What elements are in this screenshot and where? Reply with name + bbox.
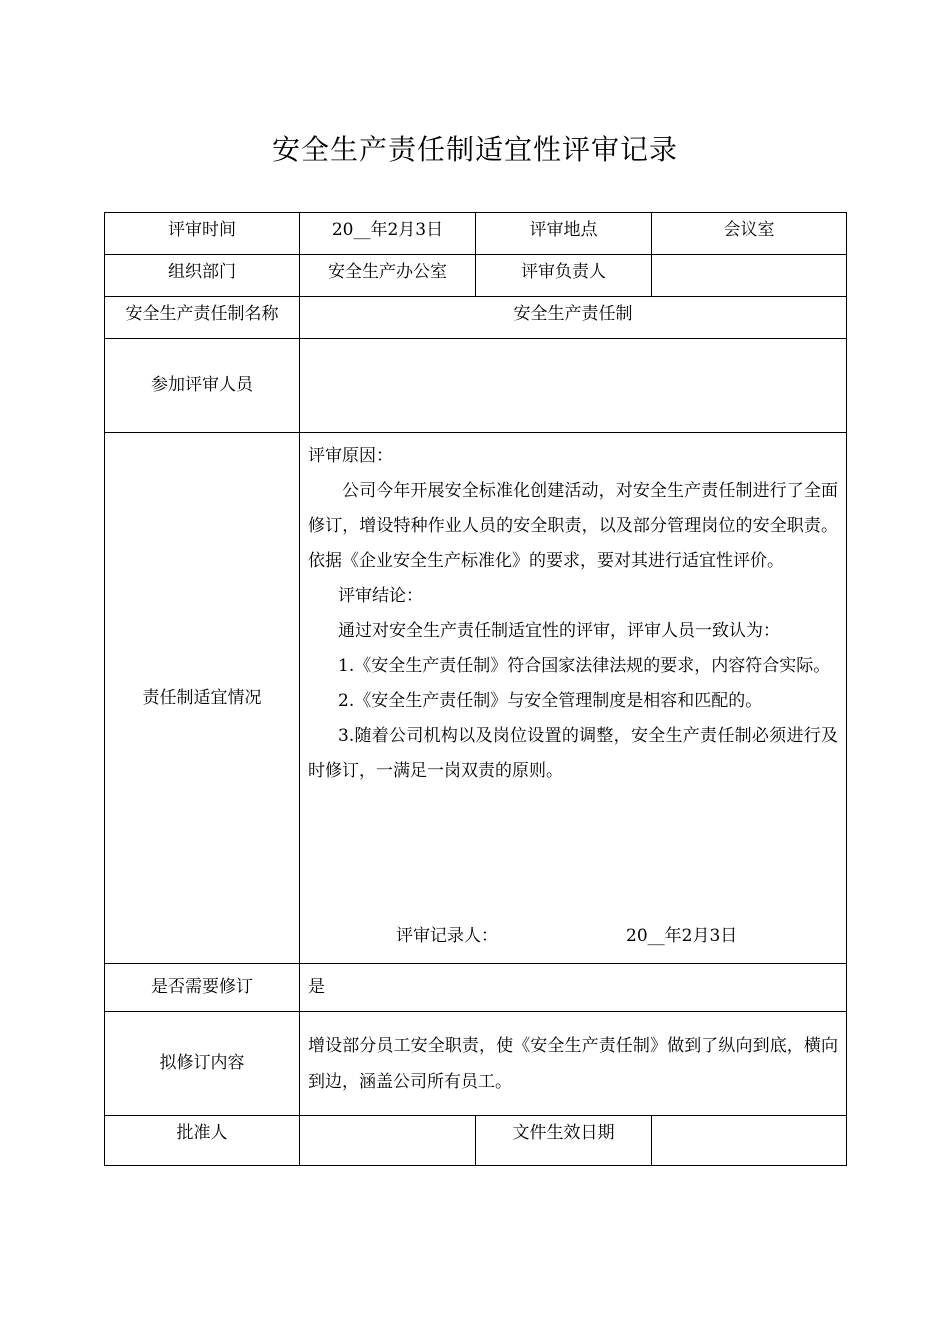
review-time-value: 20__年2月3日	[300, 213, 476, 255]
conclusion-item-1: 1.《安全生产责任制》符合国家法律法规的要求，内容符合实际。	[338, 656, 831, 676]
review-lead-value	[652, 255, 847, 297]
conclusion-intro: 通过对安全生产责任制适宜性的评审，评审人员一致认为：	[338, 621, 780, 641]
document-title: 安全生产责任制适宜性评审记录	[271, 133, 678, 166]
participants-value	[300, 339, 847, 433]
review-time-label: 评审时间	[105, 213, 300, 255]
revise-content-label: 拟修订内容	[105, 1012, 300, 1116]
need-revise-label: 是否需要修订	[105, 964, 300, 1012]
org-dept-label: 组织部门	[105, 255, 300, 297]
recorder-line	[300, 925, 846, 955]
conclusion-item-2: 2.《安全生产责任制》与安全管理制度是相容和匹配的。	[338, 691, 763, 711]
review-lead-label: 评审负责人	[476, 255, 652, 297]
approver-value	[300, 1116, 476, 1166]
reason-text: 公司今年开展安全标准化创建活动，对安全生产责任制进行了全面修订，增设特种作业人员的安全职责，以及部分管理岗位的安全职责。依据《企业安全生产标准化》的要求，要对其进行适宜性评价。	[308, 481, 838, 571]
row-need-revise	[105, 964, 847, 1012]
system-name-value: 安全生产责任制	[300, 297, 847, 339]
conclusion-heading: 评审结论：	[338, 586, 423, 606]
review-record-table	[104, 212, 847, 1166]
revise-content-cell	[300, 1012, 847, 1116]
review-place-label: 评审地点	[476, 213, 652, 255]
effective-date-label: 文件生效日期	[476, 1116, 652, 1166]
review-place-value: 会议室	[652, 213, 847, 255]
row-revise-content	[105, 1012, 847, 1116]
row-approver	[105, 1116, 847, 1166]
effective-date-value	[652, 1116, 847, 1166]
suitability-label: 责任制适宜情况	[105, 433, 300, 964]
revise-content-value: 增设部分员工安全职责，使《安全生产责任制》做到了纵向到底，横向到边，涵盖公司所有员工。	[308, 1035, 838, 1092]
row-suitability	[105, 433, 847, 964]
row-review-time	[105, 213, 847, 255]
row-participants	[105, 339, 847, 433]
reason-heading: 评审原因：	[308, 446, 393, 466]
suitability-content	[300, 433, 847, 964]
org-dept-value: 安全生产办公室	[300, 255, 476, 297]
system-name-label: 安全生产责任制名称	[105, 297, 300, 339]
participants-label: 参加评审人员	[105, 339, 300, 433]
conclusion-item-3: 3.随着公司机构以及岗位设置的调整，安全生产责任制必须进行及时修订，一满足一岗双责的原则。	[308, 726, 838, 781]
approver-label: 批准人	[105, 1116, 300, 1166]
need-revise-value: 是	[300, 964, 847, 1012]
recorder-date: 20__年2月3日	[626, 926, 738, 946]
row-org-dept	[105, 255, 847, 297]
row-system-name	[105, 297, 847, 339]
recorder-label: 评审记录人：	[396, 926, 498, 946]
